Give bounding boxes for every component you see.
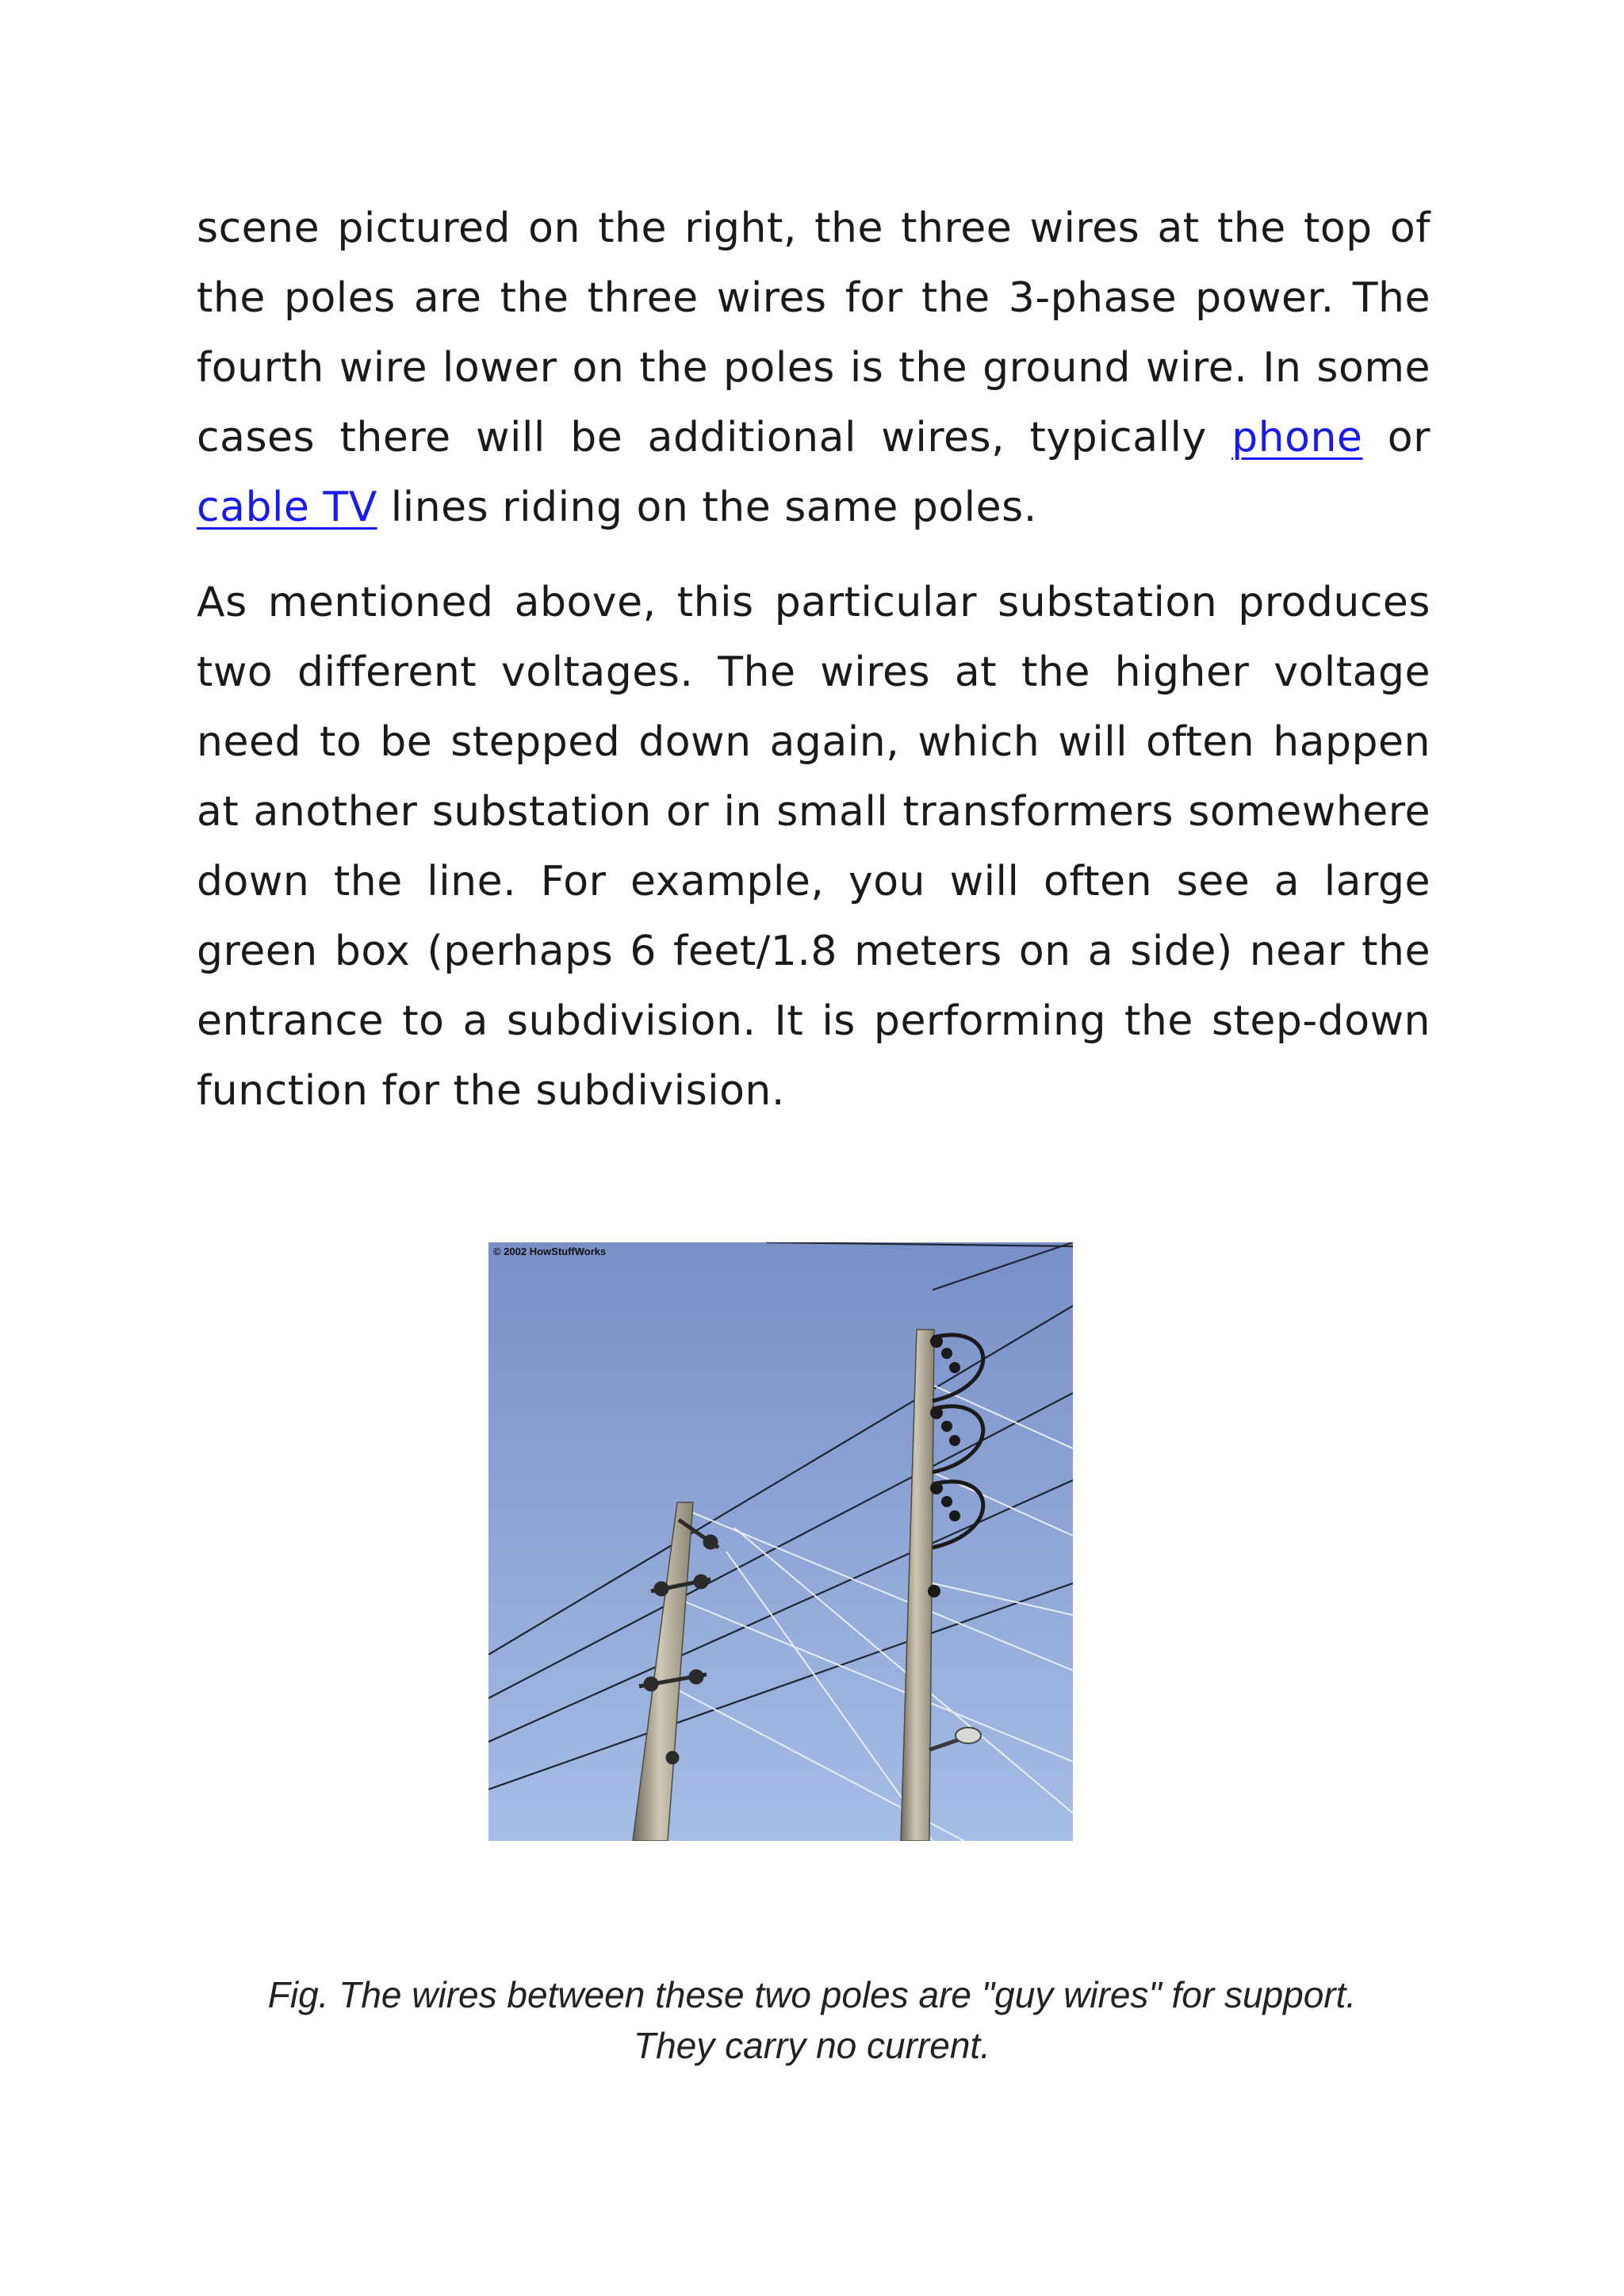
power-poles-illustration <box>488 1242 1073 1841</box>
power-poles-photo <box>488 1242 1073 1841</box>
paragraph-1-text-a: scene pictured on the right, the three wires at the top of the poles are the three wires for the 3-phase power. The fourth wire lower on the poles is the ground wire. In some cases there will be additional wires, typically <box>197 205 1431 461</box>
phone-link[interactable]: phone <box>1231 414 1363 461</box>
paragraph-1-text-c: lines riding on the same poles. <box>377 484 1037 531</box>
cable-tv-link[interactable]: cable TV <box>197 484 377 531</box>
sky-background <box>488 1242 1073 1841</box>
paragraph-2 <box>197 568 1431 1126</box>
paragraph-1-text <box>197 193 1431 542</box>
caption-line-2: They carry no current. <box>634 2025 990 2066</box>
paragraph-2-text: As mentioned above, this particular substation produces two different voltages. The wires at the higher voltage need to be stepped down again, which will often happen at another substation or in small transformers somewhere down the line. For example, you will often see a large green box (perhaps 6 feet/1.8 meters on a side) near the entrance to a subdivision. It is performing the step-down function for the subdivision. <box>197 579 1431 1115</box>
figure-caption <box>159 1969 1465 2071</box>
paragraph-1 <box>197 193 1431 542</box>
photo-watermark: © 2002 HowStuffWorks <box>493 1246 607 1257</box>
caption-line-1: Fig. The wires between these two poles are "guy wires" for support. <box>267 1974 1357 2015</box>
paragraph-1-text-b: or <box>1362 414 1431 461</box>
